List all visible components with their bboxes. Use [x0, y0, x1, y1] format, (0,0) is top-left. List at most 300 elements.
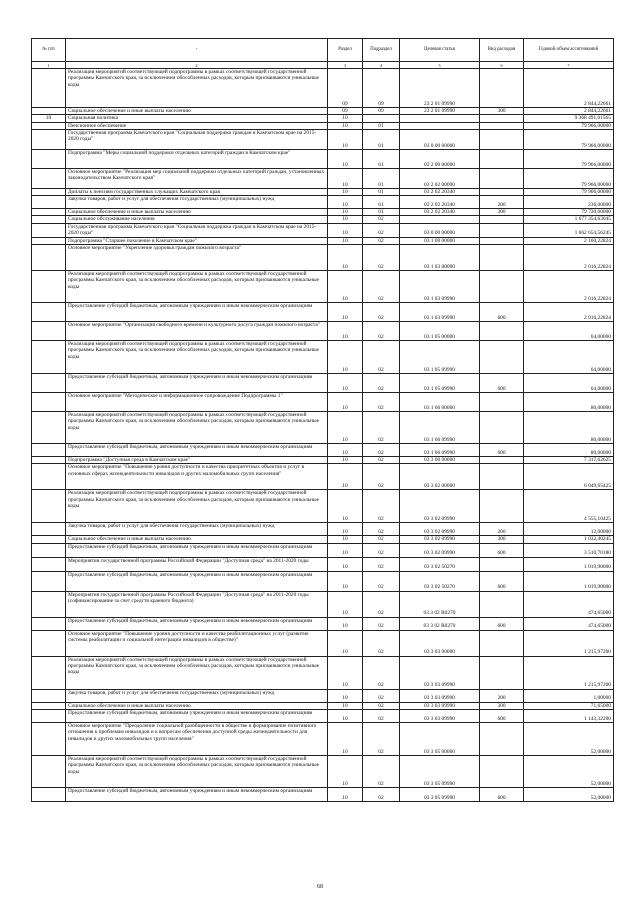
- row-amount-cell: 52,00000: [524, 755, 614, 787]
- row-razdel-cell: 10: [328, 374, 363, 393]
- row-num-cell: [32, 490, 66, 523]
- row-amount-cell: 1 677 354,63045: [524, 216, 614, 223]
- row-target-cell: 03 1 05 09990: [400, 341, 480, 374]
- row-amount-cell: 1 019,90000: [524, 557, 614, 571]
- table-row: [32, 490, 614, 523]
- header-num: № п/п: [32, 39, 66, 62]
- row-amount-cell: 7 317,62625: [524, 457, 614, 464]
- row-razdel-cell: 09: [328, 108, 363, 115]
- table-row: [32, 702, 614, 709]
- row-vid-cell: 600: [480, 787, 524, 801]
- column-number-row: [32, 62, 614, 69]
- row-razdel-cell: 10: [328, 617, 363, 630]
- row-vid-cell: 600: [480, 617, 524, 630]
- row-razdel-cell: 10: [328, 591, 363, 617]
- row-name-cell: Предоставление субсидий бюджетным, автономным учреждениям и иным некоммерческим организациям: [66, 543, 328, 557]
- row-target-cell: 03 1 05 09990: [400, 374, 480, 393]
- row-razdel-cell: 10: [328, 149, 363, 168]
- row-amount-cell: 2 844,22661: [524, 69, 614, 108]
- row-name-cell: Закупка товаров, работ и услуг для обеспечения государственных (муниципальных) нужд: [66, 196, 328, 209]
- row-target-cell: 03 1 03 00000: [400, 245, 480, 271]
- row-podrazdel-cell: 02: [363, 709, 400, 722]
- row-num-cell: [32, 630, 66, 656]
- row-razdel-cell: 10: [328, 722, 363, 755]
- row-target-cell: 03 1 06 09990: [400, 412, 480, 444]
- row-num-cell: [32, 393, 66, 412]
- row-amount-cell: 52,00000: [524, 787, 614, 801]
- table-row: [32, 557, 614, 571]
- row-podrazdel-cell: 02: [363, 490, 400, 523]
- table-row: [32, 245, 614, 271]
- row-razdel-cell: 09: [328, 69, 363, 108]
- row-vid-cell: [480, 464, 524, 490]
- table-row: [32, 571, 614, 591]
- row-razdel-cell: 10: [328, 271, 363, 303]
- row-name-cell: Реализация мероприятий соответствующей подпрограммы в рамках соответствующей государственной программы Камчатского края, за исключением обособленных расходов, которым присваиваются уникальные коды: [66, 69, 328, 108]
- row-vid-cell: [480, 722, 524, 755]
- header-target: Целевая статья: [400, 39, 480, 62]
- table-row: [32, 216, 614, 223]
- row-target-cell: 03 3 02 09990: [400, 543, 480, 557]
- row-razdel-cell: 10: [328, 303, 363, 322]
- row-amount-cell: 1,00000: [524, 689, 614, 702]
- budget-page: [31, 38, 613, 802]
- row-amount-cell: 79 966,00000: [524, 168, 614, 188]
- row-amount-cell: 80,00000: [524, 412, 614, 444]
- row-amount-cell: 1 143,32200: [524, 709, 614, 722]
- row-name-cell: Реализация мероприятий соответствующей подпрограммы в рамках соответствующей государственной программы Камчатского края, за исключением обособленных расходов, которым присваиваются уникальные коды: [66, 271, 328, 303]
- row-name-cell: Предоставление субсидий бюджетным, автономным учреждениям и иным некоммерческим организациям: [66, 709, 328, 722]
- row-num-cell: [32, 322, 66, 341]
- row-podrazdel-cell: 02: [363, 557, 400, 571]
- row-num-cell: [32, 591, 66, 617]
- row-name-cell: Основное мероприятие "Повышение уровня доступности и качества реабилитационных услуг (развитие системы реабилитации и социальной интеграции инвалидов в обществе)": [66, 630, 328, 656]
- row-podrazdel-cell: 02: [363, 412, 400, 444]
- row-razdel-cell: 10: [328, 216, 363, 223]
- row-podrazdel-cell: 09: [363, 108, 400, 115]
- row-name-cell: Реализация мероприятий соответствующей подпрограммы в рамках соответствующей государственной программы Камчатского края, за исключением обособленных расходов, которым присваиваются уникальные коды: [66, 341, 328, 374]
- row-razdel-cell: 10: [328, 196, 363, 209]
- row-name-cell: Основное мероприятие "Укрепление здоровья граждан пожилого возраста": [66, 245, 328, 271]
- row-name-cell: Социальное обеспечение и иные выплаты населению: [66, 702, 328, 709]
- row-podrazdel-cell: 02: [363, 617, 400, 630]
- row-amount-cell: 71,65000: [524, 702, 614, 709]
- table-row: [32, 303, 614, 322]
- row-name-cell: Социальное обслуживание населения: [66, 216, 328, 223]
- row-name-cell: Социальное обеспечение и иные выплаты населению: [66, 536, 328, 543]
- row-amount-cell: 2 016,22824: [524, 303, 614, 322]
- row-name-cell: Основное мероприятие "Организация свободного времени и культурного досуга граждан пожилого возраста": [66, 322, 328, 341]
- table-row: [32, 237, 614, 244]
- row-num-cell: [32, 188, 66, 195]
- row-vid-cell: [480, 271, 524, 303]
- row-name-cell: Реализация мероприятий соответствующей подпрограммы в рамках соответствующей государственной программы Камчатского края, за исключением обособленных расходов, которым присваиваются уникальные коды: [66, 412, 328, 444]
- row-podrazdel-cell: 01: [363, 188, 400, 195]
- row-podrazdel-cell: 09: [363, 69, 400, 108]
- table-row: [32, 787, 614, 801]
- row-podrazdel-cell: 02: [363, 322, 400, 341]
- row-target-cell: 03 1 03 09990: [400, 303, 480, 322]
- row-podrazdel-cell: 01: [363, 122, 400, 129]
- row-podrazdel-cell: 02: [363, 223, 400, 237]
- row-vid-cell: [480, 223, 524, 237]
- row-num-cell: [32, 543, 66, 557]
- row-podrazdel-cell: 02: [363, 630, 400, 656]
- row-num-cell: [32, 237, 66, 244]
- column-number: 4: [363, 62, 400, 69]
- row-podrazdel-cell: 02: [363, 374, 400, 393]
- row-target-cell: 03 3 02 50270: [400, 557, 480, 571]
- table-row: [32, 69, 614, 108]
- column-number: 3: [328, 62, 363, 69]
- row-target-cell: 03 3 05 09990: [400, 787, 480, 801]
- row-vid-cell: 200: [480, 523, 524, 536]
- row-num-cell: [32, 617, 66, 630]
- row-target-cell: 03 3 02 R0270: [400, 617, 480, 630]
- table-row: [32, 209, 614, 216]
- row-amount-cell: 80,00000: [524, 444, 614, 457]
- row-podrazdel-cell: 02: [363, 689, 400, 702]
- table-row: [32, 168, 614, 188]
- row-name-cell: Подпрограмма "Доступная среда в Камчатском крае": [66, 457, 328, 464]
- row-podrazdel-cell: 01: [363, 196, 400, 209]
- row-target-cell: 03 1 06 00000: [400, 393, 480, 412]
- row-vid-cell: [480, 168, 524, 188]
- row-name-cell: Государственная программа Камчатского края "Социальная поддержка граждан в Камчатском крае на 2015-2020 годы": [66, 223, 328, 237]
- column-number: 1: [32, 62, 66, 69]
- table-row: [32, 341, 614, 374]
- row-vid-cell: [480, 216, 524, 223]
- row-num-cell: [32, 689, 66, 702]
- table-row: [32, 689, 614, 702]
- row-amount-cell: 6 049,65425: [524, 464, 614, 490]
- row-target-cell: 03 3 00 00000: [400, 457, 480, 464]
- row-razdel-cell: 10: [328, 571, 363, 591]
- table-row: [32, 722, 614, 755]
- table-row: [32, 543, 614, 557]
- row-vid-cell: [480, 630, 524, 656]
- table-row: [32, 464, 614, 490]
- row-amount-cell: 236,00000: [524, 196, 614, 209]
- table-header-row: [32, 39, 614, 62]
- row-vid-cell: [480, 490, 524, 523]
- row-target-cell: 03 3 02 09990: [400, 490, 480, 523]
- table-row: [32, 656, 614, 689]
- row-podrazdel-cell: 02: [363, 393, 400, 412]
- row-podrazdel-cell: 02: [363, 543, 400, 557]
- row-vid-cell: 600: [480, 374, 524, 393]
- row-razdel-cell: 10: [328, 393, 363, 412]
- row-name-cell: Основное мероприятие "Реализация мер социальной поддержки отдельных категорий граждан, установленных законодательством Камчатского края": [66, 168, 328, 188]
- row-podrazdel-cell: 02: [363, 216, 400, 223]
- row-target-cell: 03 1 03 09990: [400, 271, 480, 303]
- row-vid-cell: 600: [480, 543, 524, 557]
- table-row: [32, 149, 614, 168]
- row-target-cell: 03 0 00 00000: [400, 223, 480, 237]
- row-amount-cell: 4 555,10425: [524, 490, 614, 523]
- row-num-cell: [32, 523, 66, 536]
- table-row: [32, 196, 614, 209]
- row-vid-cell: 600: [480, 444, 524, 457]
- row-amount-cell: 79 966,00000: [524, 188, 614, 195]
- row-podrazdel-cell: 02: [363, 523, 400, 536]
- row-target-cell: 03 2 00 00000: [400, 149, 480, 168]
- row-num-cell: [32, 149, 66, 168]
- row-num-cell: [32, 122, 66, 129]
- row-target-cell: 03 3 02 50270: [400, 571, 480, 591]
- table-row: [32, 223, 614, 237]
- row-num-cell: [32, 787, 66, 801]
- row-vid-cell: [480, 69, 524, 108]
- table-body: [32, 69, 614, 802]
- row-amount-cell: 79 966,00000: [524, 149, 614, 168]
- row-razdel-cell: 10: [328, 122, 363, 129]
- row-target-cell: 03 3 03 09990: [400, 709, 480, 722]
- row-razdel-cell: 10: [328, 168, 363, 188]
- row-num-cell: [32, 69, 66, 108]
- table-row: [32, 591, 614, 617]
- header-razdel: Раздел: [328, 39, 363, 62]
- row-amount-cell: 80,00000: [524, 393, 614, 412]
- row-razdel-cell: 10: [328, 787, 363, 801]
- row-razdel-cell: 10: [328, 557, 363, 571]
- row-name-cell: Реализация мероприятий соответствующей подпрограммы в рамках соответствующей государственной программы Камчатского края, за исключением обособленных расходов, которым присваиваются уникальные коды: [66, 656, 328, 689]
- table-row: [32, 523, 614, 536]
- row-vid-cell: [480, 557, 524, 571]
- row-amount-cell: 2 160,22824: [524, 237, 614, 244]
- row-vid-cell: [480, 393, 524, 412]
- row-razdel-cell: 10: [328, 702, 363, 709]
- row-target-cell: 03 3 02 00000: [400, 464, 480, 490]
- table-row: [32, 444, 614, 457]
- header-podrazdel: Подраздел: [363, 39, 400, 62]
- row-razdel-cell: 10: [328, 543, 363, 557]
- row-target-cell: 03 3 02 R0270: [400, 591, 480, 617]
- row-name-cell: Реализация мероприятий соответствующей подпрограммы в рамках соответствующей государственной программы Камчатского края, за исключением обособленных расходов, которым присваиваются уникальные коды: [66, 755, 328, 787]
- table-row: [32, 412, 614, 444]
- row-razdel-cell: 10: [328, 115, 363, 122]
- table-row: [32, 393, 614, 412]
- row-target-cell: 03 3 05 09990: [400, 755, 480, 787]
- row-razdel-cell: 10: [328, 523, 363, 536]
- table-row: [32, 374, 614, 393]
- row-razdel-cell: 10: [328, 444, 363, 457]
- row-amount-cell: 64,00000: [524, 374, 614, 393]
- row-name-cell: Социальная политика: [66, 115, 328, 122]
- header-amount: Годовой объем ассигнований: [524, 39, 614, 62]
- row-amount-cell: 1 019,90000: [524, 571, 614, 591]
- column-number: 6: [480, 62, 524, 69]
- row-num-cell: [32, 457, 66, 464]
- row-razdel-cell: 10: [328, 188, 363, 195]
- row-vid-cell: [480, 115, 524, 122]
- row-amount-cell: 64,00000: [524, 341, 614, 374]
- row-name-cell: Социальное обеспечение и иные выплаты населению: [66, 108, 328, 115]
- table-row: [32, 108, 614, 115]
- row-num-cell: [32, 374, 66, 393]
- row-vid-cell: [480, 245, 524, 271]
- row-amount-cell: 1 215,97200: [524, 656, 614, 689]
- table-row: [32, 122, 614, 129]
- table-row: [32, 129, 614, 149]
- header-name: -: [66, 39, 328, 62]
- row-amount-cell: 474,65000: [524, 617, 614, 630]
- row-name-cell: Основное мероприятие "Повышение уровня доступности и качества приоритетных объектов и услуг в основных сферах жизнедеятельности инвалидов и других маломобильных групп населения": [66, 464, 328, 490]
- row-name-cell: Закупка товаров, работ и услуг для обеспечения государственных (муниципальных) нужд: [66, 689, 328, 702]
- table-row: [32, 271, 614, 303]
- row-target-cell: 03 1 05 00000: [400, 322, 480, 341]
- row-num-cell: [32, 412, 66, 444]
- row-num-cell: [32, 209, 66, 216]
- row-name-cell: Подпрограмма "Меры социальной поддержки отдельных категорий граждан в Камчатском крае": [66, 149, 328, 168]
- row-amount-cell: 1 032,40245: [524, 536, 614, 543]
- row-num-cell: [32, 536, 66, 543]
- row-amount-cell: 79 966,00000: [524, 122, 614, 129]
- row-name-cell: Социальное обеспечение и иные выплаты населению: [66, 209, 328, 216]
- row-podrazdel-cell: 01: [363, 209, 400, 216]
- row-num-cell: [32, 557, 66, 571]
- row-target-cell: 03 2 02 20340: [400, 196, 480, 209]
- table-row: [32, 457, 614, 464]
- row-num-cell: [32, 755, 66, 787]
- row-target-cell: 03 3 03 00000: [400, 630, 480, 656]
- row-target-cell: 03 1 06 09990: [400, 444, 480, 457]
- row-amount-cell: 1 662 654,56245: [524, 223, 614, 237]
- row-name-cell: Доплаты к пенсиям государственных служащих Камчатского края: [66, 188, 328, 195]
- row-num-cell: [32, 271, 66, 303]
- row-podrazdel-cell: 01: [363, 129, 400, 149]
- row-razdel-cell: 10: [328, 630, 363, 656]
- row-amount-cell: 79 966,00000: [524, 129, 614, 149]
- row-razdel-cell: 10: [328, 709, 363, 722]
- row-razdel-cell: 10: [328, 209, 363, 216]
- row-podrazdel-cell: 02: [363, 245, 400, 271]
- row-podrazdel-cell: 02: [363, 237, 400, 244]
- row-num-cell: [32, 168, 66, 188]
- row-target-cell: 03 3 02 09990: [400, 536, 480, 543]
- row-razdel-cell: 10: [328, 457, 363, 464]
- row-podrazdel-cell: 02: [363, 702, 400, 709]
- row-name-cell: Закупка товаров, работ и услуг для обеспечения государственных (муниципальных) нужд: [66, 523, 328, 536]
- row-razdel-cell: 10: [328, 322, 363, 341]
- row-podrazdel-cell: 02: [363, 722, 400, 755]
- row-amount-cell: 2 844,22661: [524, 108, 614, 115]
- row-vid-cell: [480, 129, 524, 149]
- row-amount-cell: 3 510,70180: [524, 543, 614, 557]
- row-amount-cell: 1 215,97200: [524, 630, 614, 656]
- row-vid-cell: 300: [480, 209, 524, 216]
- budget-table: [31, 38, 614, 802]
- row-vid-cell: [480, 457, 524, 464]
- row-name-cell: Пенсионное обеспечение: [66, 122, 328, 129]
- row-vid-cell: [480, 341, 524, 374]
- row-target-cell: 23 2 01 09990: [400, 69, 480, 108]
- row-vid-cell: 600: [480, 709, 524, 722]
- row-amount-cell: 474,65000: [524, 591, 614, 617]
- row-podrazdel-cell: 02: [363, 303, 400, 322]
- row-podrazdel-cell: 02: [363, 536, 400, 543]
- row-target-cell: 03 3 03 09990: [400, 702, 480, 709]
- row-podrazdel-cell: 02: [363, 591, 400, 617]
- row-vid-cell: 300: [480, 108, 524, 115]
- row-amount-cell: 52,00000: [524, 722, 614, 755]
- row-num-cell: [32, 341, 66, 374]
- row-amount-cell: 79 730,00000: [524, 209, 614, 216]
- row-num-cell: [32, 709, 66, 722]
- row-podrazdel-cell: 02: [363, 787, 400, 801]
- row-amount-cell: 64,00000: [524, 322, 614, 341]
- row-name-cell: Подпрограмма "Старшее поколение в Камчатском крае": [66, 237, 328, 244]
- row-target-cell: [400, 216, 480, 223]
- row-name-cell: Основное мероприятие "Преодоление социальной разобщенности в обществе и формирование позитивного отношения к проблемам инвалидов и к вопросам обеспечения доступной среды жизнедеятельности для инвалидов и других маломобильных групп населения": [66, 722, 328, 755]
- row-name-cell: Реализация мероприятий соответствующей подпрограммы в рамках соответствующей государственной программы Камчатского края, за исключением обособленных расходов, которым присваиваются уникальные коды: [66, 490, 328, 523]
- row-razdel-cell: 10: [328, 129, 363, 149]
- row-num-cell: [32, 444, 66, 457]
- row-num-cell: [32, 216, 66, 223]
- row-num-cell: [32, 702, 66, 709]
- row-target-cell: 03 2 02 20340: [400, 188, 480, 195]
- row-vid-cell: 200: [480, 196, 524, 209]
- row-vid-cell: 600: [480, 303, 524, 322]
- column-number: 7: [524, 62, 614, 69]
- row-name-cell: Государственная программа Камчатского края "Социальная поддержка граждан в Камчатском крае на 2015-2020 годы": [66, 129, 328, 149]
- row-podrazdel-cell: 02: [363, 341, 400, 374]
- row-name-cell: Основное мероприятие "Методическое и информационное сопровождение Подпрограммы 1": [66, 393, 328, 412]
- row-target-cell: 03 2 02 00000: [400, 168, 480, 188]
- row-num-cell: [32, 656, 66, 689]
- row-razdel-cell: 10: [328, 237, 363, 244]
- row-vid-cell: [480, 656, 524, 689]
- table-row: [32, 188, 614, 195]
- row-podrazdel-cell: 02: [363, 271, 400, 303]
- row-razdel-cell: 10: [328, 536, 363, 543]
- row-target-cell: [400, 115, 480, 122]
- page-number: 68: [317, 884, 323, 890]
- row-vid-cell: 200: [480, 689, 524, 702]
- row-vid-cell: [480, 149, 524, 168]
- row-name-cell: Предоставление субсидий бюджетным, автономным учреждениям и иным некоммерческим организациям: [66, 374, 328, 393]
- row-name-cell: Предоставление субсидий бюджетным, автономным учреждениям и иным некоммерческим организациям: [66, 444, 328, 457]
- row-razdel-cell: 10: [328, 689, 363, 702]
- row-target-cell: 03 1 00 00000: [400, 237, 480, 244]
- row-num-cell: 10: [32, 115, 66, 122]
- row-razdel-cell: 10: [328, 755, 363, 787]
- row-vid-cell: [480, 122, 524, 129]
- header-vid: Вид расходов: [480, 39, 524, 62]
- row-vid-cell: [480, 591, 524, 617]
- row-razdel-cell: 10: [328, 223, 363, 237]
- row-name-cell: Мероприятия государственной программы Российской Федерации "Доступная среда" на 2011-2020 годы: [66, 557, 328, 571]
- column-number: 2: [66, 62, 328, 69]
- table-row: [32, 630, 614, 656]
- row-name-cell: Предоставление субсидий бюджетным, автономным учреждениям и иным некоммерческим организациям: [66, 787, 328, 801]
- row-target-cell: 03 3 05 00000: [400, 722, 480, 755]
- row-vid-cell: [480, 412, 524, 444]
- row-razdel-cell: 10: [328, 341, 363, 374]
- row-num-cell: [32, 571, 66, 591]
- row-podrazdel-cell: 01: [363, 149, 400, 168]
- table-row: [32, 536, 614, 543]
- row-amount-cell: 2 016,22824: [524, 271, 614, 303]
- row-name-cell: Предоставление субсидий бюджетным, автономным учреждениям и иным некоммерческим организациям: [66, 303, 328, 322]
- row-vid-cell: [480, 188, 524, 195]
- row-razdel-cell: 10: [328, 656, 363, 689]
- row-num-cell: [32, 108, 66, 115]
- row-num-cell: [32, 223, 66, 237]
- row-target-cell: 03 2 02 20340: [400, 209, 480, 216]
- row-vid-cell: [480, 322, 524, 341]
- row-vid-cell: 300: [480, 536, 524, 543]
